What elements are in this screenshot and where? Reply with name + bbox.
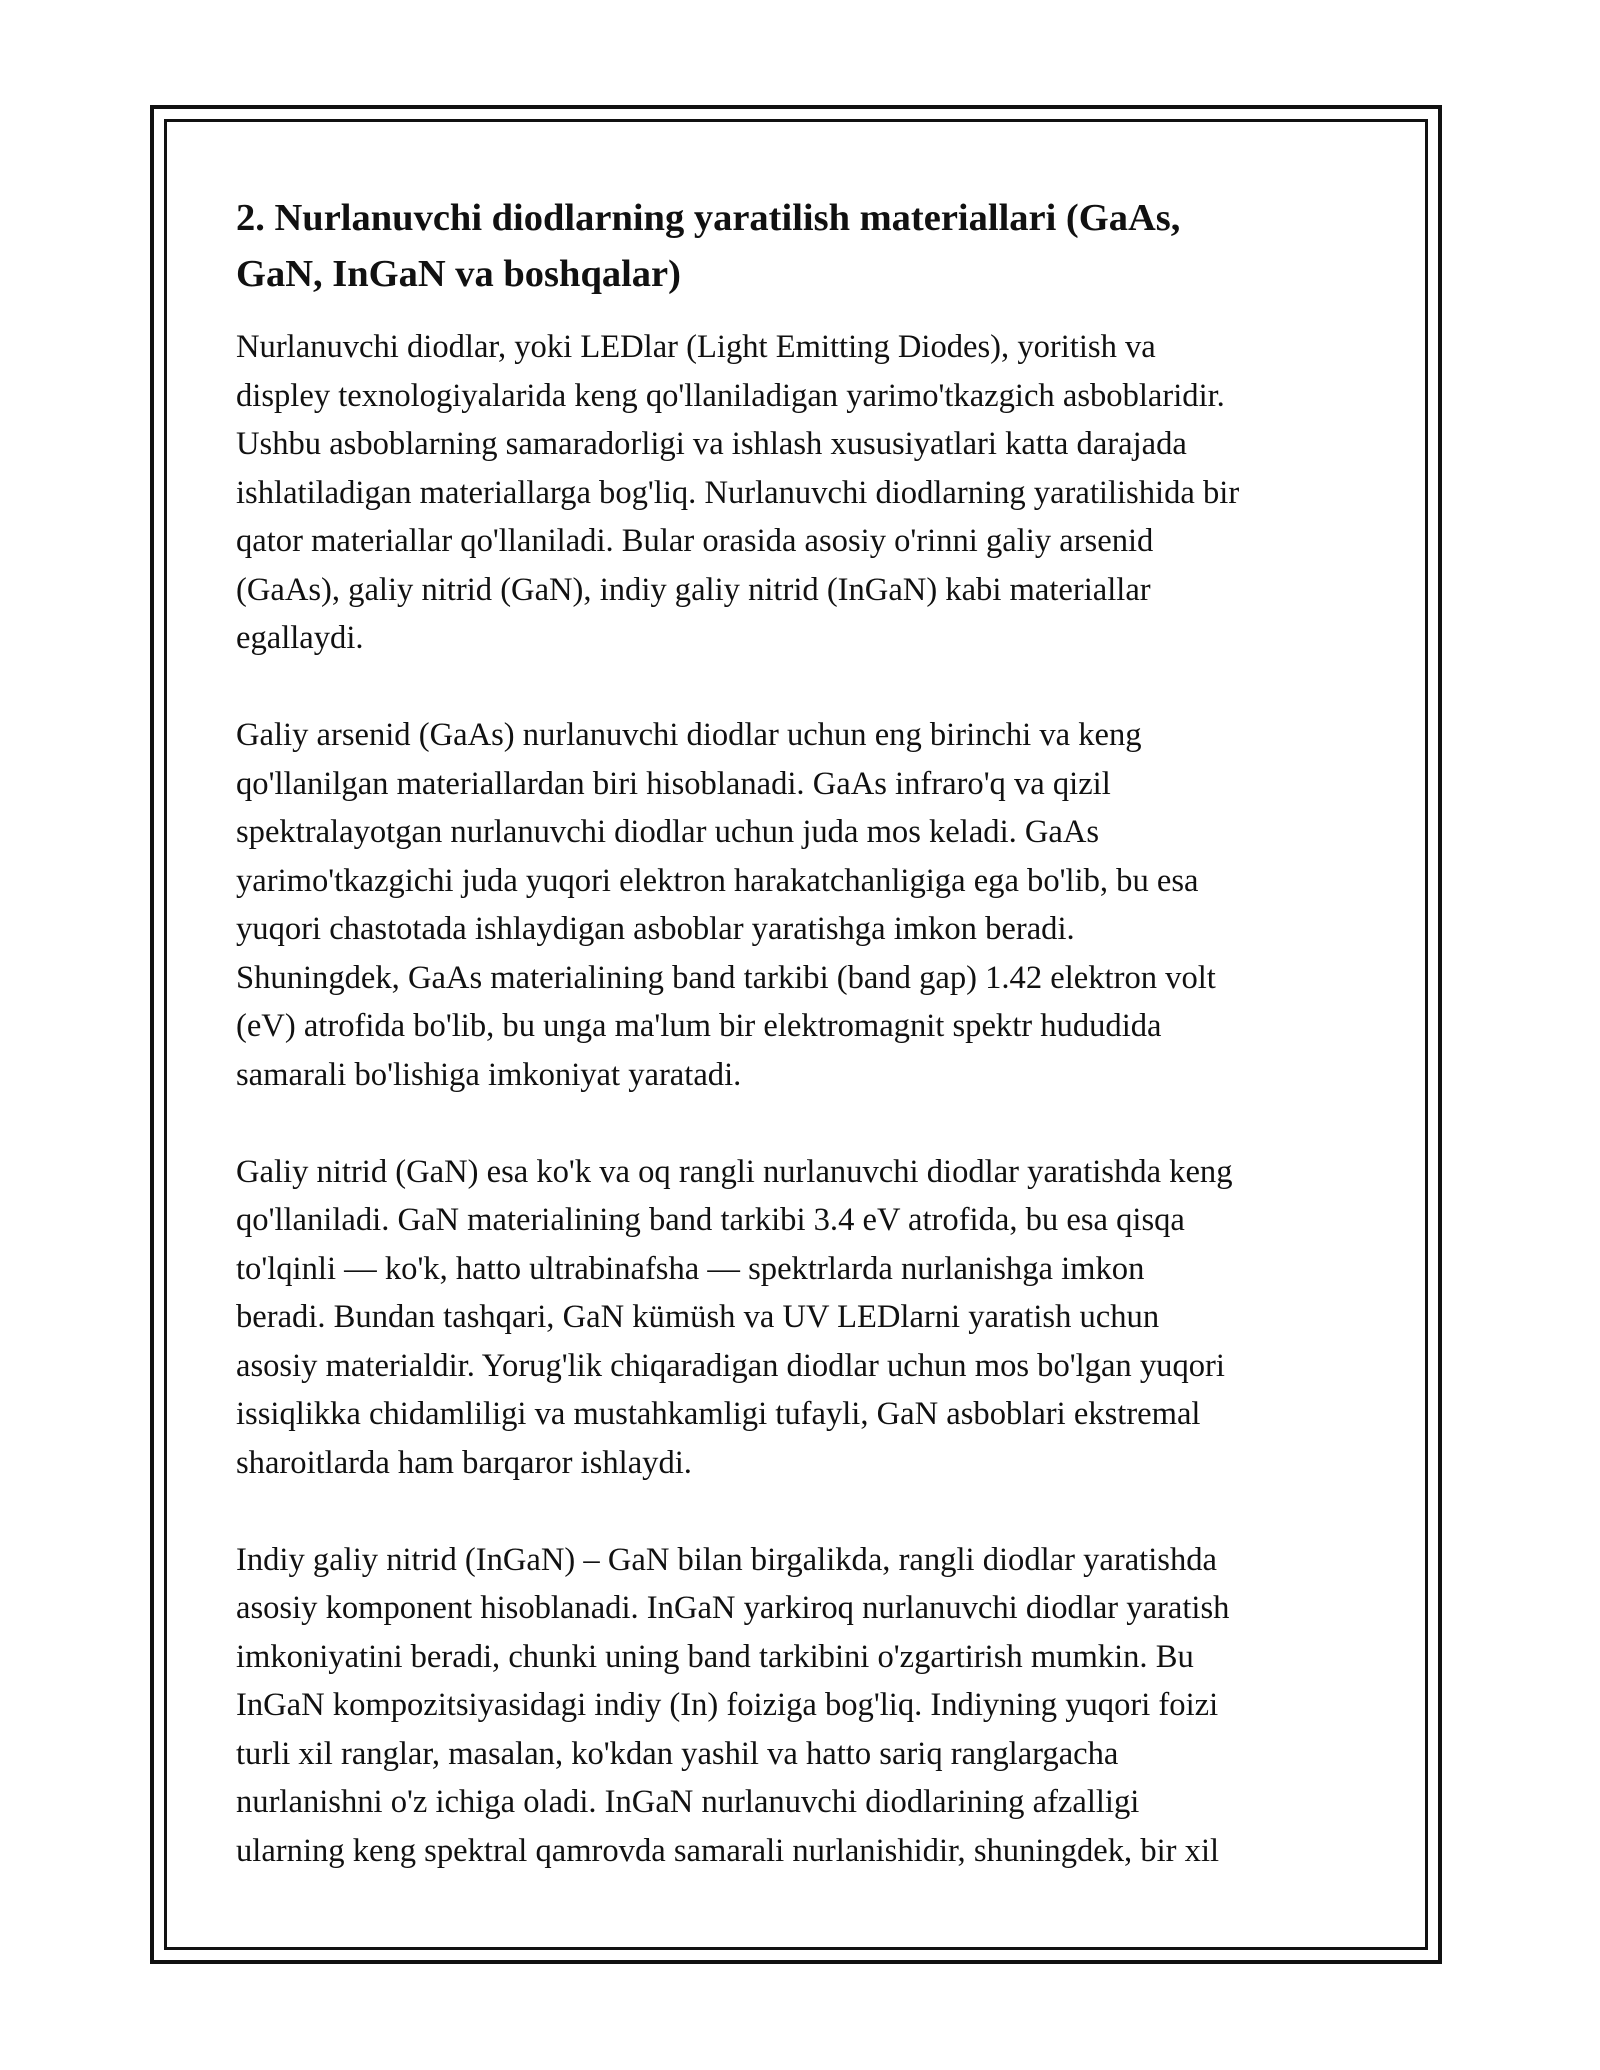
text-line: issiqlikka chidamliligi va mustahkamligi tufayli, GaN asboblari ekstremal bbox=[236, 1396, 1201, 1432]
document-body bbox=[236, 190, 1386, 1924]
text-line: ishlatiladigan materiallarga bog'liq. Nurlanuvchi diodlarning yaratilishida bir bbox=[236, 474, 1240, 511]
text-line: beradi. Bundan tashqari, GaN kümüsh va UV LEDlarni yaratish uchun bbox=[236, 1299, 1160, 1335]
text-line: spektralayotgan nurlanuvchi diodlar uchun juda mos keladi. GaAs bbox=[236, 814, 1100, 850]
text-line: egallaydi. bbox=[236, 620, 364, 656]
text-line: Nurlanuvchi diodlar, yoki LEDlar (Light Emitting Diodes), yoritish va bbox=[236, 329, 1156, 365]
paragraph-gaas bbox=[236, 711, 1386, 1099]
text-line: Indiy galiy nitrid (InGaN) – GaN bilan birgalikda, rangli diodlar yaratishda bbox=[236, 1541, 1218, 1578]
text-line: (eV) atrofida bo'lib, bu unga ma'lum bir elektromagnit spektr hududida bbox=[236, 1008, 1162, 1044]
paragraph-intro bbox=[236, 323, 1386, 663]
text-line: imkoniyatini beradi, chunki uning band tarkibini o'zgartirish mumkin. Bu bbox=[236, 1638, 1194, 1675]
text-line: asosiy materialdir. Yorug'lik chiqaradigan diodlar uchun mos bo'lgan yuqori bbox=[236, 1347, 1225, 1384]
text-line: yuqori chastotada ishlaydigan asboblar yaratishga imkon beradi. bbox=[236, 911, 1075, 947]
text-line: Shuningdek, GaAs materialining band tarkibi (band gap) 1.42 elektron volt bbox=[236, 959, 1216, 996]
text-line: Ushbu asboblarning samaradorligi va ishlash xususiyatlari katta darajada bbox=[236, 426, 1187, 462]
text-line: turli xil ranglar, masalan, ko'kdan yashil va hatto sariq ranglargacha bbox=[236, 1735, 1119, 1772]
text-line: qo'llaniladi. GaN materialining band tarkibi 3.4 eV atrofida, bu esa qisqa bbox=[236, 1202, 1185, 1238]
text-line: Galiy nitrid (GaN) esa ko'k va oq rangli nurlanuvchi diodlar yaratishda keng bbox=[236, 1153, 1233, 1190]
text-line: yarimo'tkazgichi juda yuqori elektron harakatchanligiga ega bo'lib, bu esa bbox=[236, 862, 1199, 899]
section-heading bbox=[236, 190, 1386, 302]
text-line: samarali bo'lishiga imkoniyat yaratadi. bbox=[236, 1056, 742, 1093]
paragraph-ingan bbox=[236, 1536, 1386, 1876]
text-line: displey texnologiyalarida keng qo'llaniladigan yarimo'tkazgich asboblaridir. bbox=[236, 377, 1225, 414]
text-line: asosiy komponent hisoblanadi. InGaN yarkiroq nurlanuvchi diodlar yaratish bbox=[236, 1590, 1230, 1626]
text-line: nurlanishni o'z ichiga oladi. InGaN nurlanuvchi diodlarining afzalligi bbox=[236, 1784, 1140, 1820]
text-line: Galiy arsenid (GaAs) nurlanuvchi diodlar uchun eng birinchi va keng bbox=[236, 717, 1142, 753]
text-line: ularning keng spektral qamrovda samarali nurlanishidir, shuningdek, bir xil bbox=[236, 1832, 1220, 1869]
text-line: qo'llanilgan materiallardan biri hisoblanadi. GaAs infraro'q va qizil bbox=[236, 765, 1111, 802]
text-line: InGaN kompozitsiyasidagi indiy (In) foiziga bog'liq. Indiyning yuqori foizi bbox=[236, 1687, 1219, 1723]
heading-line: 2. Nurlanuvchi diodlarning yaratilish materiallari (GaAs, bbox=[236, 197, 1181, 239]
text-line: (GaAs), galiy nitrid (GaN), indiy galiy nitrid (InGaN) kabi materiallar bbox=[236, 571, 1151, 608]
text-line: to'lqinli — ko'k, hatto ultrabinafsha — spektrlarda nurlanishga imkon bbox=[236, 1250, 1145, 1287]
heading-line: GaN, InGaN va boshqalar) bbox=[236, 253, 681, 295]
text-line: sharoitlarda ham barqaror ishlaydi. bbox=[236, 1444, 692, 1481]
text-line: qator materiallar qo'llaniladi. Bular orasida asosiy o'rinni galiy arsenid bbox=[236, 523, 1154, 559]
paragraph-gan bbox=[236, 1148, 1386, 1488]
